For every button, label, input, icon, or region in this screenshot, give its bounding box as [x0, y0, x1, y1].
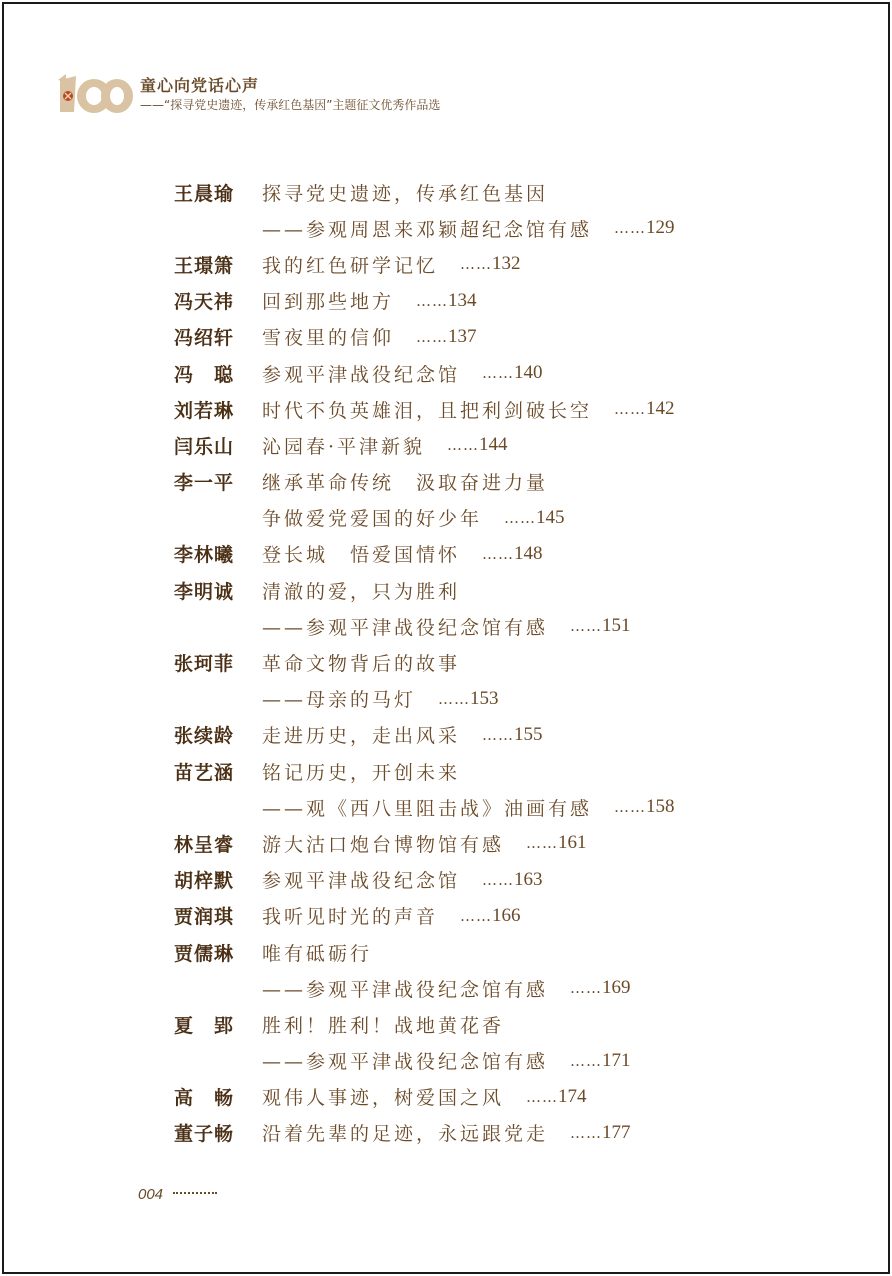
toc-dot-leader: …… [614, 219, 647, 238]
toc-title: ——参观平津战役纪念馆有感 [262, 978, 549, 1001]
toc-entry [174, 391, 794, 427]
book-title: 童心向党话心声 [140, 76, 260, 95]
toc-page-number: 171 [602, 1049, 631, 1071]
toc-page-number: 158 [646, 796, 675, 818]
toc-title: 争做爱党爱国的好少年 [262, 508, 483, 531]
toc-title: 游大沽口炮台博物馆有感 [262, 833, 505, 856]
toc-page-number: 142 [646, 398, 675, 420]
toc-page-number: 174 [558, 1085, 587, 1107]
toc-dot-leader: …… [482, 364, 515, 383]
toc-author: 张珂菲 [174, 653, 235, 676]
toc-dot-leader: …… [447, 436, 480, 455]
toc-entry [174, 970, 794, 1006]
toc-dot-leader: …… [526, 1087, 559, 1106]
toc-dot-leader: …… [482, 544, 515, 563]
toc-title: 继承革命传统 汲取奋进力量 [262, 472, 549, 495]
toc-page-number: 132 [492, 253, 521, 275]
toc-author: 李林曦 [174, 544, 235, 567]
toc-title: 回到那些地方 [262, 291, 395, 314]
toc-dot-leader: …… [460, 255, 493, 274]
toc-author: 高 畅 [174, 1087, 235, 1110]
toc-entry [174, 1043, 794, 1079]
toc-dot-leader: …… [416, 291, 449, 310]
toc-author: 冯 聪 [174, 363, 235, 386]
table-of-contents [174, 174, 794, 1151]
toc-page-number: 145 [536, 506, 565, 528]
toc-title: 时代不负英雄泪，且把利剑破长空 [262, 399, 593, 422]
toc-entry [174, 174, 794, 210]
toc-page-number: 161 [558, 832, 587, 854]
toc-page-number: 169 [602, 977, 631, 999]
toc-author: 贾儒琳 [174, 942, 235, 965]
toc-dot-leader: …… [504, 508, 537, 527]
toc-page-number: 163 [514, 868, 543, 890]
toc-entry [174, 536, 794, 572]
toc-dot-leader: …… [438, 689, 471, 708]
toc-author: 林呈睿 [174, 833, 235, 856]
toc-author: 李一平 [174, 472, 235, 495]
centenary-100-logo [54, 72, 134, 118]
running-header [54, 72, 440, 118]
toc-dot-leader: …… [460, 906, 493, 925]
toc-title: 革命文物背后的故事 [262, 653, 461, 676]
toc-dot-leader: …… [482, 870, 515, 889]
toc-title: 胜利！胜利！战地黄花香 [262, 1014, 505, 1037]
toc-entry [174, 283, 794, 319]
toc-entry [174, 898, 794, 934]
toc-entry [174, 1079, 794, 1115]
toc-entry [174, 464, 794, 500]
toc-dot-leader: …… [416, 327, 449, 346]
toc-entry [174, 862, 794, 898]
toc-title: 登长城 悟爱国情怀 [262, 544, 461, 567]
toc-title: 唯有砥砺行 [262, 942, 373, 965]
toc-author: 张续龄 [174, 725, 235, 748]
toc-entry [174, 500, 794, 536]
toc-dot-leader: …… [570, 1123, 603, 1142]
toc-page-number: 140 [514, 362, 543, 384]
toc-page-number: 166 [492, 904, 521, 926]
toc-author: 冯天祎 [174, 291, 235, 314]
toc-entry [174, 608, 794, 644]
toc-title: ——参观平津战役纪念馆有感 [262, 1051, 549, 1074]
toc-dot-leader: …… [570, 1051, 603, 1070]
toc-author: 王晨瑜 [174, 182, 235, 205]
book-page [2, 2, 890, 1274]
toc-author: 闫乐山 [174, 435, 235, 458]
toc-entry [174, 355, 794, 391]
toc-page-number: 137 [448, 325, 477, 347]
toc-entry [174, 681, 794, 717]
toc-title: 参观平津战役纪念馆 [262, 363, 461, 386]
toc-page-number: 155 [514, 723, 543, 745]
toc-title: 沿着先辈的足迹，永远跟党走 [262, 1123, 549, 1146]
toc-author: 夏 郢 [174, 1014, 235, 1037]
header-text [140, 76, 440, 114]
toc-title: 探寻党史遗迹，传承红色基因 [262, 182, 549, 205]
book-subtitle: ——“探寻党史遗迹，传承红色基因”主题征文优秀作品选 [140, 98, 441, 112]
toc-dot-leader: …… [526, 834, 559, 853]
toc-title: 清澈的爱，只为胜利 [262, 580, 461, 603]
toc-entry [174, 753, 794, 789]
toc-dot-leader: …… [570, 617, 603, 636]
toc-author: 贾润琪 [174, 906, 235, 929]
toc-author: 苗艺涵 [174, 761, 235, 784]
toc-title: 我听见时光的声音 [262, 906, 439, 929]
toc-entry [174, 427, 794, 463]
toc-dot-leader: …… [614, 400, 647, 419]
toc-entry [174, 210, 794, 246]
page-number: 004 [138, 1186, 164, 1203]
toc-author: 冯绍轩 [174, 327, 235, 350]
toc-dot-leader: …… [570, 979, 603, 998]
toc-page-number: 129 [646, 217, 675, 239]
toc-title: 雪夜里的信仰 [262, 327, 395, 350]
toc-dot-leader: …… [482, 725, 515, 744]
toc-title: 沁园春·平津新貌 [262, 435, 426, 458]
toc-title: ——观《西八里阻击战》油画有感 [262, 797, 593, 820]
toc-title: 观伟人事迹，树爱国之风 [262, 1087, 505, 1110]
toc-author: 刘若琳 [174, 399, 235, 422]
toc-title: ——参观周恩来邓颖超纪念馆有感 [262, 218, 593, 241]
logo-graphic [54, 72, 134, 118]
toc-entry [174, 1115, 794, 1151]
toc-page-number: 148 [514, 542, 543, 564]
toc-title: 参观平津战役纪念馆 [262, 870, 461, 893]
toc-title: 我的红色研学记忆 [262, 254, 439, 277]
toc-title: ——参观平津战役纪念馆有感 [262, 616, 549, 639]
footer-dot-leader [173, 1189, 217, 1194]
toc-author: 李明诚 [174, 580, 235, 603]
toc-title: 走进历史，走出风采 [262, 725, 461, 748]
toc-page-number: 153 [470, 687, 499, 709]
toc-page-number: 151 [602, 615, 631, 637]
toc-author: 胡梓默 [174, 870, 235, 893]
toc-entry [174, 934, 794, 970]
toc-entry [174, 319, 794, 355]
toc-entry [174, 572, 794, 608]
toc-dot-leader: …… [614, 798, 647, 817]
toc-entry [174, 717, 794, 753]
toc-entry [174, 789, 794, 825]
toc-entry [174, 644, 794, 680]
toc-page-number: 177 [602, 1121, 631, 1143]
toc-author: 王璟箫 [174, 254, 235, 277]
toc-author: 董子畅 [174, 1123, 235, 1146]
page-footer [138, 1186, 217, 1203]
toc-entry [174, 1006, 794, 1042]
toc-entry [174, 246, 794, 282]
toc-entry [174, 825, 794, 861]
toc-title: ——母亲的马灯 [262, 689, 417, 712]
toc-title: 铭记历史，开创未来 [262, 761, 461, 784]
toc-page-number: 134 [448, 289, 477, 311]
toc-page-number: 144 [479, 434, 508, 456]
